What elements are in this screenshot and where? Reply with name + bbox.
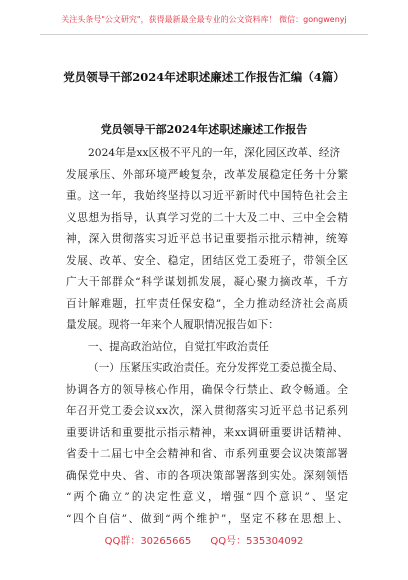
paragraph-line: 重要讲话和重要批示指示精神，来xx调研重要讲话精神、 [66,426,348,439]
paragraph-line: 省委十二届七中全会精神和省、市系列重要会议决策部署 [66,448,348,460]
paragraph-line: “两个确立”的决定性意义，增强“四个意识”、坚定 [66,491,348,503]
paragraph-line: 量发展。现将一年来个人履职情况报告如下： [66,319,279,331]
promo-banner: 关注头条号"公文研究"，获得最新最全最专业的公文资料库！ 微信：gongwenyj [61,15,347,24]
paragraph-line: 重。这一年，我始终坚持以习近平新时代中国特色社会主 [66,190,348,202]
paragraph-line: 发展承压、外部环境严峻复杂，改革发展稳定任务十分繁 [66,168,348,181]
paragraph-line: 年召开党工委会议xx次，深入贯彻落实习近平总书记系列 [66,405,348,417]
paragraph-line: 发展、改革、安全、稳定，团结区党工委班子，带领全区 [66,254,348,267]
paragraph-line: “四个自信”、做到“两个维护”，坚定不移在思想上、 [66,512,348,525]
document-title: 党员领导干部2024年述职述廉述工作报告汇编（4篇） [63,70,345,84]
section-heading: 一、提高政治站位，自觉扛牢政治责任 [88,340,269,353]
paragraph-line: 广大干部群众“科学谋划抓发展，凝心聚力摘改革，千方 [66,276,348,288]
paragraph-line: 确保党中央、省、市的各项决策部署落到实处。深刻领悟 [66,469,348,482]
paragraph-line: 义思想为指导，认真学习党的二十大及二中、三中全会精 [66,211,348,224]
header-divider [40,34,368,35]
qq-number-label: QQ号：535304092 [210,536,304,547]
qq-group-label: QQ群：30265665 [104,536,192,547]
report-body [66,143,348,530]
report-title: 党员领导干部2024年述职述廉述工作报告 [100,123,308,136]
paragraph-line: 协调各方的领导核心作用，确保令行禁止、政令畅通。全 [66,383,348,396]
paragraph-line: 神，深入贯彻落实习近平总书记重要指示批示精神，统筹 [66,233,348,245]
paragraph-line: 百计解难题，扛牢责任保安稳”，全力推动经济社会高质 [66,297,348,310]
paragraph-line: 2024年是xx区极不平凡的一年，深化园区改革、经济 [88,147,341,159]
footer-contact [0,532,408,547]
paragraph-line: （一）压紧压实政治责任。充分发挥党工委总揽全局、 [88,362,344,374]
